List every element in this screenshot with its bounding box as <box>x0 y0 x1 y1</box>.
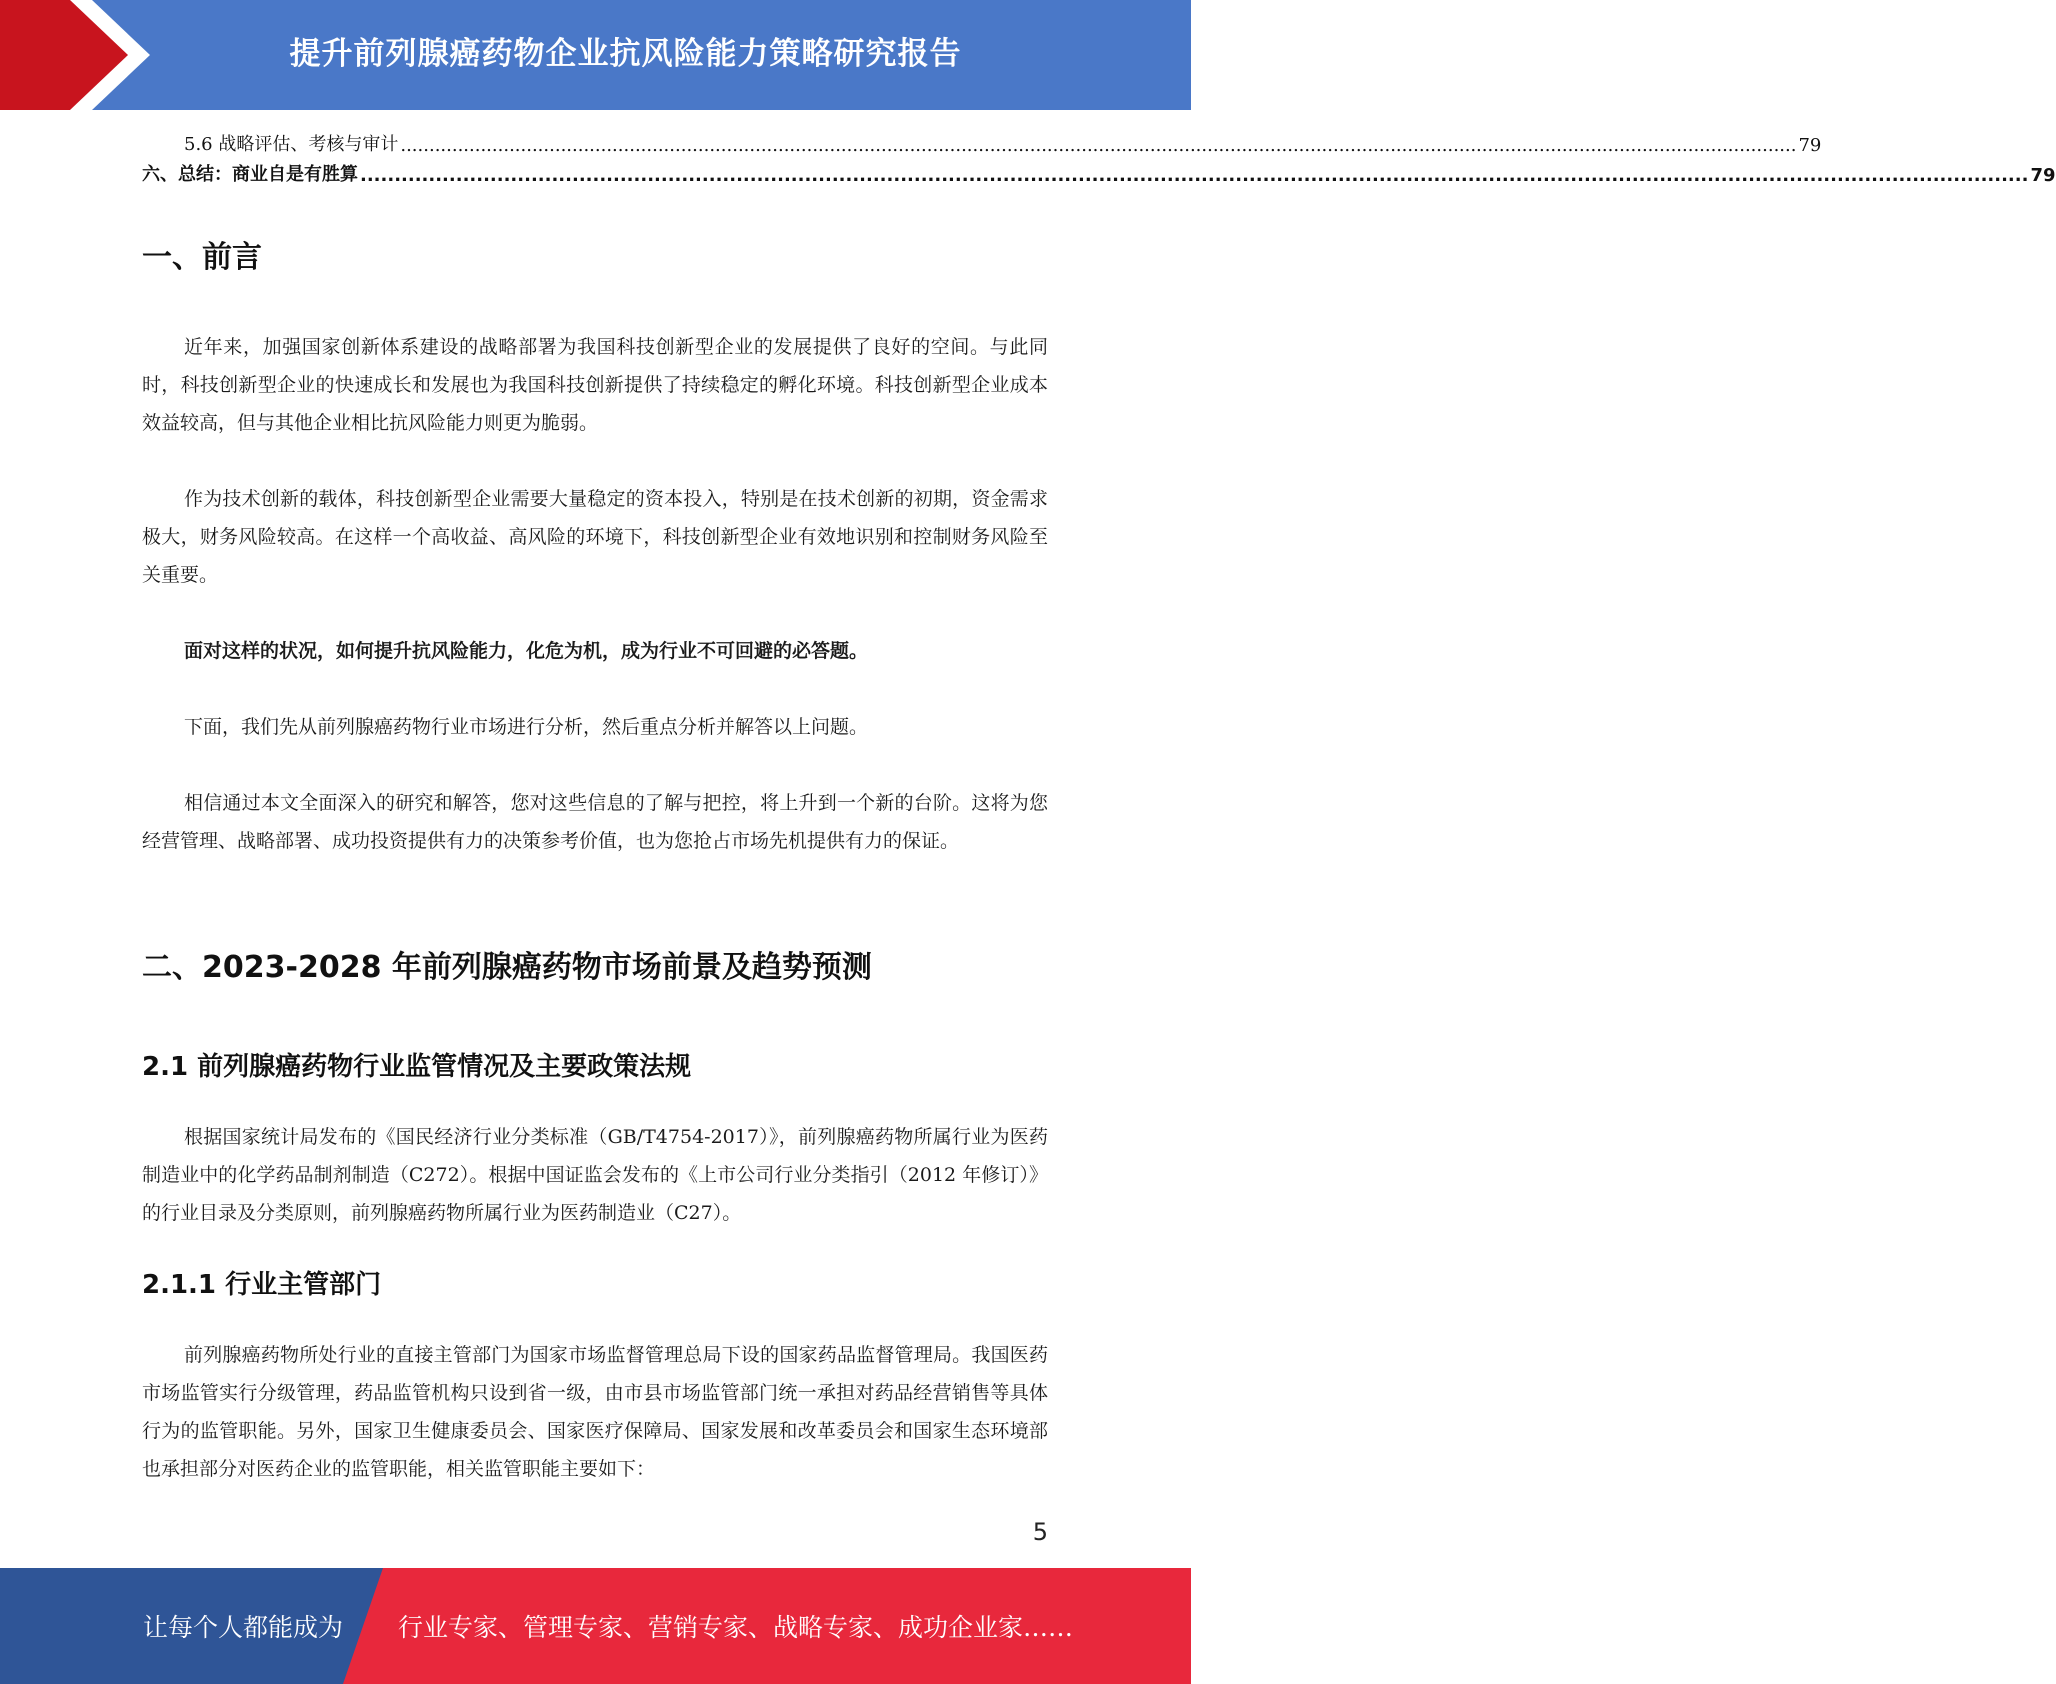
toc-leader-dots: .................................................................................................................................................................................................................................................... <box>360 165 2029 186</box>
toc-item-label: 5.6 战略评估、考核与审计 <box>184 134 399 155</box>
subsection-paragraph: 根据国家统计局发布的《国民经济行业分类标准（GB/T4754-2017）》，前列腺癌药物所属行业为医药制造业中的化学药品制剂制造（C272）。根据中国证监会发布的《上市公司行业分类指引（2012 年修订）》的行业目录及分类原则，前列腺癌药物所属行业为医药制造业（C27）。 <box>142 1126 1048 1224</box>
intro-paragraph: 作为技术创新的载体，科技创新型企业需要大量稳定的资本投入，特别是在技术创新的初期，资金需求极大，财务风险较高。在这样一个高收益、高风险的环境下，科技创新型企业有效地识别和控制财务风险至关重要。 <box>142 488 1048 586</box>
intro-paragraph: 相信通过本文全面深入的研究和解答，您对这些信息的了解与把控，将上升到一个新的台阶。这将为您经营管理、战略部署、成功投资提供有力的决策参考价值，也为您抢占市场先机提供有力的保证。 <box>142 792 1048 852</box>
page-footer <box>0 1568 1191 1684</box>
toc-item[interactable] <box>142 158 2056 186</box>
header-arrow-decoration <box>0 0 200 110</box>
page-number: 5 <box>1032 1518 1048 1546</box>
report-title: 提升前列腺癌药物企业抗风险能力策略研究报告 <box>289 35 962 72</box>
toc-item-page: 79 <box>2030 165 2056 186</box>
toc-item-page: 79 <box>1798 135 1822 156</box>
subsection-heading: 2.1.1 行业主管部门 <box>142 1270 382 1300</box>
footer-slogan-right: 行业专家、管理专家、营销专家、战略专家、成功企业家…… <box>398 1613 1074 1642</box>
intro-paragraph: 下面，我们先从前列腺癌药物行业市场进行分析，然后重点分析并解答以上问题。 <box>184 716 869 738</box>
intro-paragraph: 近年来，加强国家创新体系建设的战略部署为我国科技创新型企业的发展提供了良好的空间。与此同时，科技创新型企业的快速成长和发展也为我国科技创新提供了持续稳定的孵化环境。科技创新型企业成本效益较高，但与其他企业相比抗风险能力则更为脆弱。 <box>142 336 1048 434</box>
subsection-heading: 2.1 前列腺癌药物行业监管情况及主要政策法规 <box>142 1052 692 1082</box>
toc-item-label: 六、总结：商业自是有胜算 <box>142 164 358 185</box>
section-heading-market: 二、2023-2028 年前列腺癌药物市场前景及趋势预测 <box>142 950 872 985</box>
section-heading-intro: 一、前言 <box>142 240 262 275</box>
page-header <box>0 0 1191 110</box>
toc-item[interactable] <box>142 128 1822 156</box>
intro-paragraph-emphasis: 面对这样的状况，如何提升抗风险能力，化危为机，成为行业不可回避的必答题。 <box>184 640 869 662</box>
footer-slogan-left: 让每个人都能成为 <box>143 1613 344 1642</box>
subsection-paragraph: 前列腺癌药物所处行业的直接主管部门为国家市场监督管理总局下设的国家药品监督管理局。我国医药市场监管实行分级管理，药品监管机构只设到省一级，由市县市场监管部门统一承担对药品经营销售等具体行为的监管职能。另外，国家卫生健康委员会、国家医疗保障局、国家发展和改革委员会和国家生态环境部也承担部分对医药企业的监管职能，相关监管职能主要如下： <box>142 1344 1048 1480</box>
toc-leader-dots: .................................................................................................................................................................................................................................................... <box>400 135 1797 156</box>
